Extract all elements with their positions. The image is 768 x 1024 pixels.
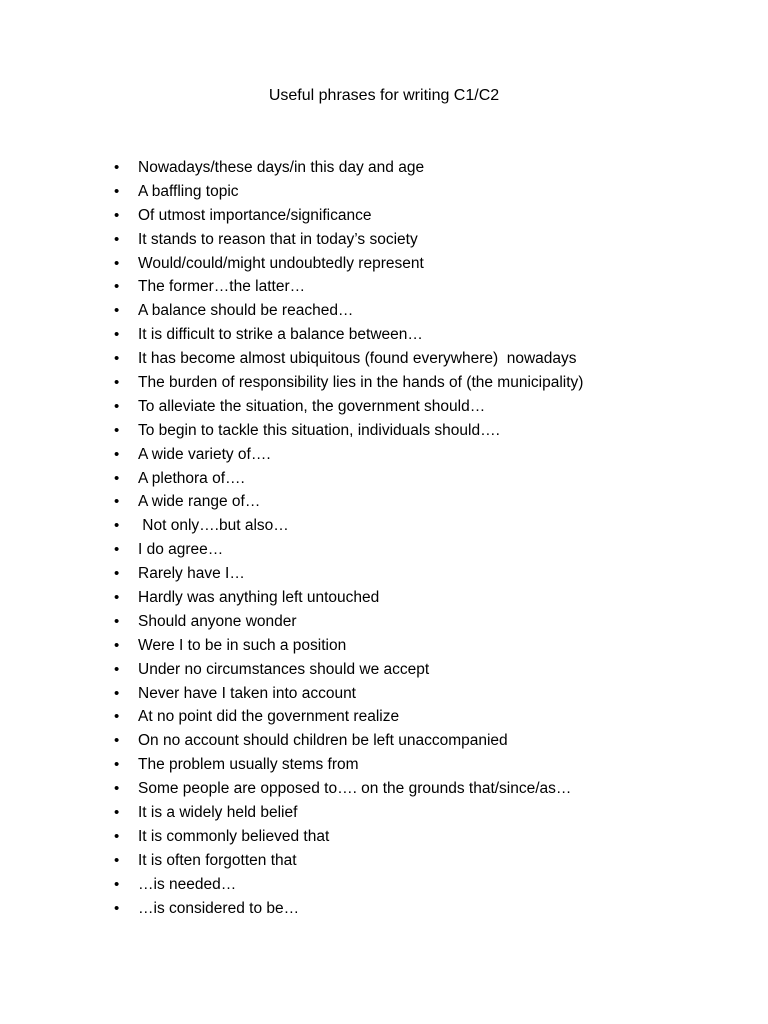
bullet-icon: •: [114, 302, 120, 320]
phrase-text: To begin to tackle this situation, individuals should….: [138, 421, 500, 439]
phrase-text: I do agree…: [138, 541, 224, 559]
phrase-text: Rarely have I…: [138, 565, 245, 583]
phrase-text: It is difficult to strike a balance between…: [138, 326, 423, 344]
phrase-text: On no account should children be left unaccompanied: [138, 732, 508, 750]
bullet-icon: •: [114, 278, 120, 296]
phrase-text: Nowadays/these days/in this day and age: [138, 159, 425, 176]
phrase-text: Of utmost importance/significance: [138, 206, 372, 224]
phrase-text: It is commonly believed that: [138, 827, 330, 845]
phrase-text: Were I to be in such a position: [138, 636, 347, 654]
bullet-icon: •: [114, 182, 120, 200]
phrase-text: It is a widely held belief: [138, 804, 298, 822]
bullet-icon: •: [114, 732, 120, 750]
bullet-icon: •: [114, 517, 120, 535]
phrase-text: …is needed…: [138, 875, 237, 893]
bullet-icon: •: [114, 541, 120, 559]
phrase-text: …is considered to be…: [138, 899, 300, 917]
phrase-text: It has become almost ubiquitous (found everywhere) nowadays: [138, 350, 577, 368]
bullet-icon: •: [114, 636, 120, 654]
bullet-icon: •: [114, 206, 120, 224]
phrase-text: A baffling topic: [138, 182, 239, 200]
bullet-icon: •: [114, 230, 120, 248]
phrase-text: Under no circumstances should we accept: [138, 660, 430, 678]
phrase-text: A wide range of…: [138, 493, 261, 511]
bullet-icon: •: [114, 684, 120, 702]
bullet-icon: •: [114, 397, 120, 415]
phrase-text: Would/could/might undoubtedly represent: [138, 254, 424, 272]
phrase-text: A balance should be reached…: [138, 302, 354, 320]
bullet-icon: •: [114, 254, 120, 272]
bullet-icon: •: [114, 780, 120, 798]
phrase-text: The burden of responsibility lies in the hands of (the municipality): [138, 374, 584, 392]
bullet-icon: •: [114, 469, 120, 487]
bullet-icon: •: [114, 326, 120, 344]
bullet-icon: •: [114, 159, 120, 176]
phrase-text: The problem usually stems from: [138, 756, 359, 774]
bullet-icon: •: [114, 589, 120, 607]
bullet-icon: •: [114, 445, 120, 463]
bullet-icon: •: [114, 756, 120, 774]
bullet-icon: •: [114, 804, 120, 822]
phrase-text: Never have I taken into account: [138, 684, 356, 702]
bullet-icon: •: [114, 899, 120, 917]
phrase-text: It stands to reason that in today’s society: [138, 230, 418, 248]
phrase-text: To alleviate the situation, the government should…: [138, 397, 486, 415]
bullet-icon: •: [114, 708, 120, 726]
phrase-text: Not only….but also…: [138, 517, 289, 535]
phrase-text: Hardly was anything left untouched: [138, 589, 380, 607]
phrase-text: A plethora of….: [138, 469, 245, 487]
phrase-text: A wide variety of….: [138, 445, 271, 463]
bullet-icon: •: [114, 875, 120, 893]
bullet-icon: •: [114, 660, 120, 678]
bullet-icon: •: [114, 851, 120, 869]
phrase-text: It is often forgotten that: [138, 851, 297, 869]
bullet-icon: •: [114, 565, 120, 583]
phrase-text: At no point did the government realize: [138, 708, 400, 726]
document-title: Useful phrases for writing C1/C2: [268, 87, 500, 104]
phrase-text: Some people are opposed to…. on the grounds that/since/as…: [138, 780, 572, 798]
bullet-icon: •: [114, 421, 120, 439]
phrase-text: Should anyone wonder: [138, 612, 297, 630]
phrase-text: The former…the latter…: [138, 278, 306, 296]
bullet-icon: •: [114, 374, 120, 392]
bullet-icon: •: [114, 350, 120, 368]
bullet-icon: •: [114, 612, 120, 630]
bullet-icon: •: [114, 827, 120, 845]
bullet-icon: •: [114, 493, 120, 511]
